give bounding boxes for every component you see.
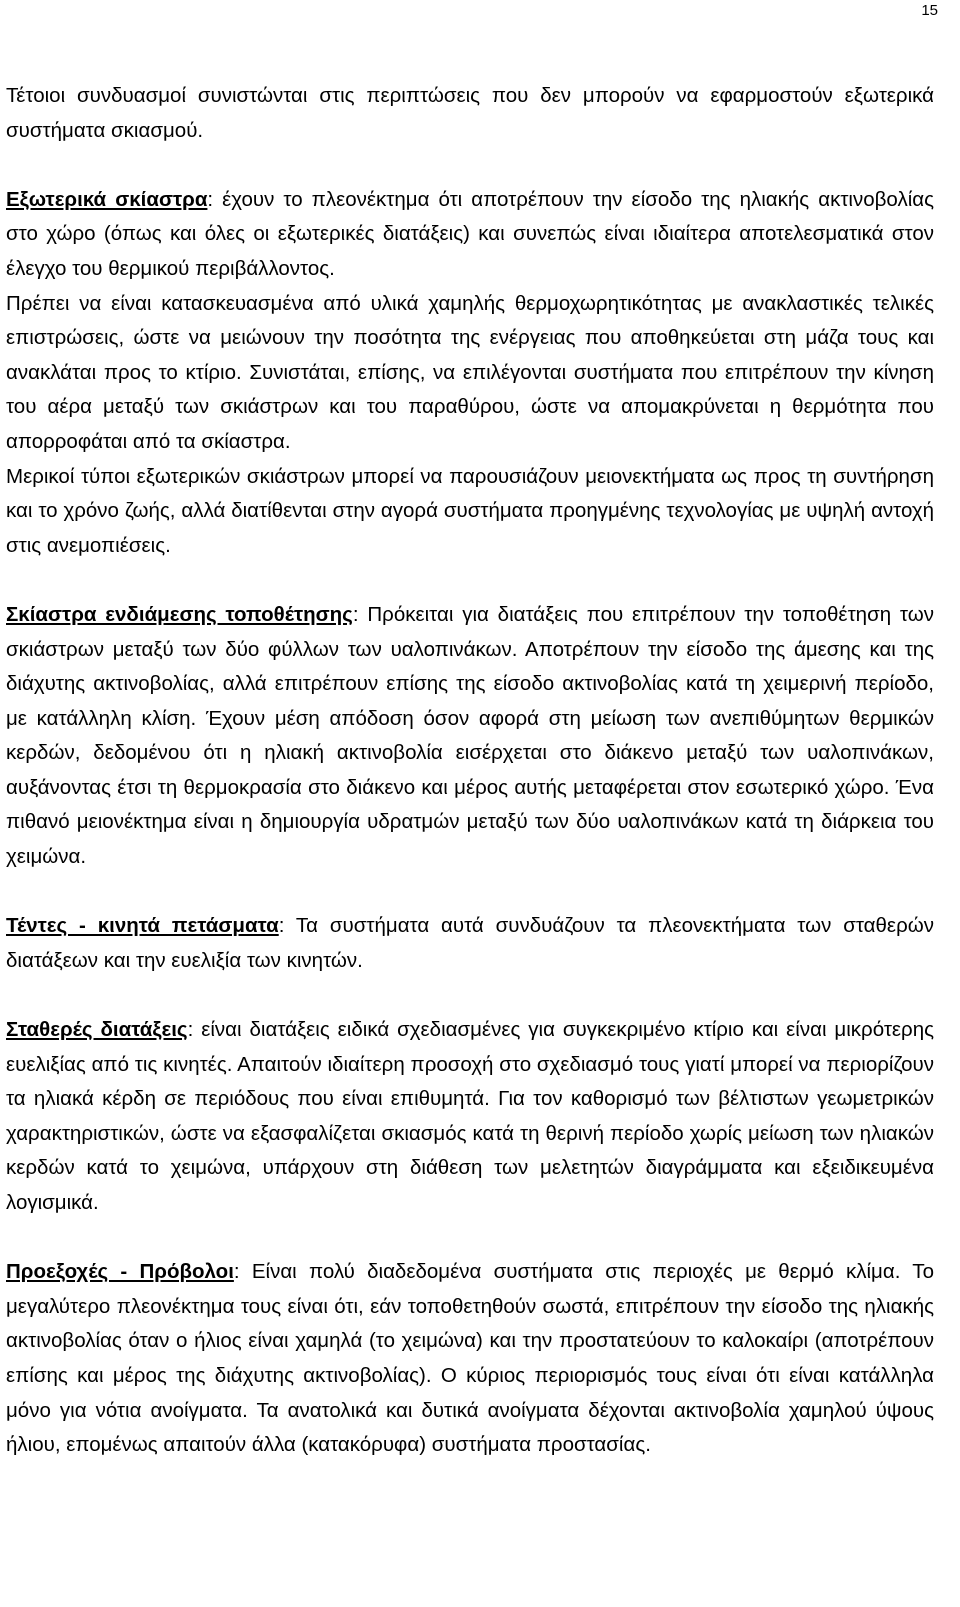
paragraph-overhangs	[6, 1255, 934, 1463]
document-body	[6, 79, 934, 1463]
term-fixed-devices: Σταθερές διατάξεις	[6, 1018, 188, 1042]
paragraph-external-shades-text: : έχουν το πλεονέκτημα ότι αποτρέπουν την είσοδο της ηλιακής ακτινοβολίας στο χώρο (όπως και όλες οι εξωτερικές διατάξεις) και συνεπώς είναι ιδιαίτερα αποτελεσματικά στον έλεγχο του θερμικού περιβάλλοντος.	[6, 187, 934, 280]
term-external-shades: Εξωτερικά σκίαστρα	[6, 187, 208, 211]
paragraph-materials: Πρέπει να είναι κατασκευασμένα από υλικά χαμηλής θερμοχωρητικότητας με ανακλαστικές τελικές επιστρώσεις, ώστε να μειώνουν την ποσότητα της ενέργειας που αποθηκεύεται στη μάζα τους και ανακλάται προς το κτίριο. Συνιστάται, επίσης, να επιλέγονται συστήματα που επιτρέπουν την κίνηση του αέρα μεταξύ των σκιάστρων και του παραθύρου, ώστε να απομακρύνεται η θερμότητα που απορροφάται από τα σκίαστρα.	[6, 291, 934, 453]
paragraph-fixed-devices	[6, 1013, 934, 1221]
paragraph-intermediate-shades-text: : Πρόκειται για διατάξεις που επιτρέπουν την τοποθέτηση των σκιάστρων μεταξύ των δύο φύλλων των υαλοπινάκων. Αποτρέπουν την είσοδο της άμεσης και της διάχυτης ακτινοβολίας, αλλά επιτρέπουν επίσης της είσοδο ακτινοβολίας κατά τη χειμερινή περίοδο, με κατάλληλη κλίση. Έχουν μέση απόδοση όσον αφορά στη μείωση των ανεπιθύμητων θερμικών κερδών, δεδομένου ότι η ηλιακή ακτινοβολία εισέρχεται στο διάκενο μεταξύ των υαλοπινάκων, αυξάνοντας έτσι τη θερμοκρασία στο διάκενο και μέρος αυτής μεταφέρεται στον εσωτερικό χώρο. Ένα πιθανό μειονέκτημα είναι η δημιουργία υδρατμών μεταξύ των δύο υαλοπινάκων κατά τη διάρκεια του χειμώνα.	[6, 602, 934, 869]
paragraph-maintenance: Μερικοί τύποι εξωτερικών σκιάστρων μπορεί να παρουσιάζουν μειονεκτήματα ως προς τη συντήρηση και το χρόνο ζωής, αλλά διατίθενται στην αγορά συστήματα προηγμένης τεχνολογίας με υψηλή αντοχή στις ανεμοπιέσεις.	[6, 464, 934, 557]
term-awnings: Τέντες - κινητά πετάσματα	[6, 914, 279, 938]
paragraph-intermediate-shades	[6, 598, 934, 875]
page-number: 15	[921, 2, 938, 19]
paragraph-awnings	[6, 909, 934, 978]
paragraph-fixed-devices-text: : είναι διατάξεις ειδικά σχεδιασμένες για συγκεκριμένο κτίριο και είναι μικρότερης ευελιξίας από τις κινητές. Απαιτούν ιδιαίτερη προσοχή στο σχεδιασμό τους γιατί μπορεί να περιορίζουν τα ηλιακά κέρδη σε περιόδους που είναι επιθυμητά. Για τον καθορισμό των βέλτιστων γεωμετρικών χαρακτηριστικών, ώστε να εξασφαλίζεται σκιασμός κατά τη θερινή περίοδο χωρίς μείωση των ηλιακών κερδών κατά το χειμώνα, υπάρχουν στη διάθεση των μελετητών διαγράμματα και εξειδικευμένα λογισμικά.	[6, 1018, 934, 1214]
paragraph-overhangs-text: : Είναι πολύ διαδεδομένα συστήματα στις περιοχές με θερμό κλίμα. Το μεγαλύτερο πλεονέκτημα τους είναι ότι, εάν τοποθετηθούν σωστά, επιτρέπουν την είσοδο της ηλιακής ακτινοβολίας όταν ο ήλιος είναι χαμηλά (το χειμώνα) και την προστατεύουν το καλοκαίρι (αποτρέπουν επίσης και μέρος της διάχυτης ακτινοβολίας). Ο κύριος περιορισμός τους είναι ότι είναι κατάλληλα μόνο για νότια ανοίγματα. Τα ανατολικά και δυτικά ανοίγματα δέχονται ακτινοβολία χαμηλού ύψους ήλιου, επομένως απαιτούν άλλα (κατακόρυφα) συστήματα προστασίας.	[6, 1260, 934, 1457]
paragraph-combinations: Τέτοιοι συνδυασμοί συνιστώνται στις περιπτώσεις που δεν μπορούν να εφαρμοστούν εξωτερικά συστήματα σκιασμού.	[6, 84, 934, 142]
paragraph-awnings-text: : Τα συστήματα αυτά συνδυάζουν τα πλεονεκτήματα των σταθερών διατάξεων και την ευελιξία των κινητών.	[6, 914, 934, 972]
term-overhangs: Προεξοχές - Πρόβολοι	[6, 1260, 234, 1284]
paragraph-external-shades	[6, 183, 934, 287]
term-intermediate-shades: Σκίαστρα ενδιάμεσης τοποθέτησης	[6, 602, 353, 626]
